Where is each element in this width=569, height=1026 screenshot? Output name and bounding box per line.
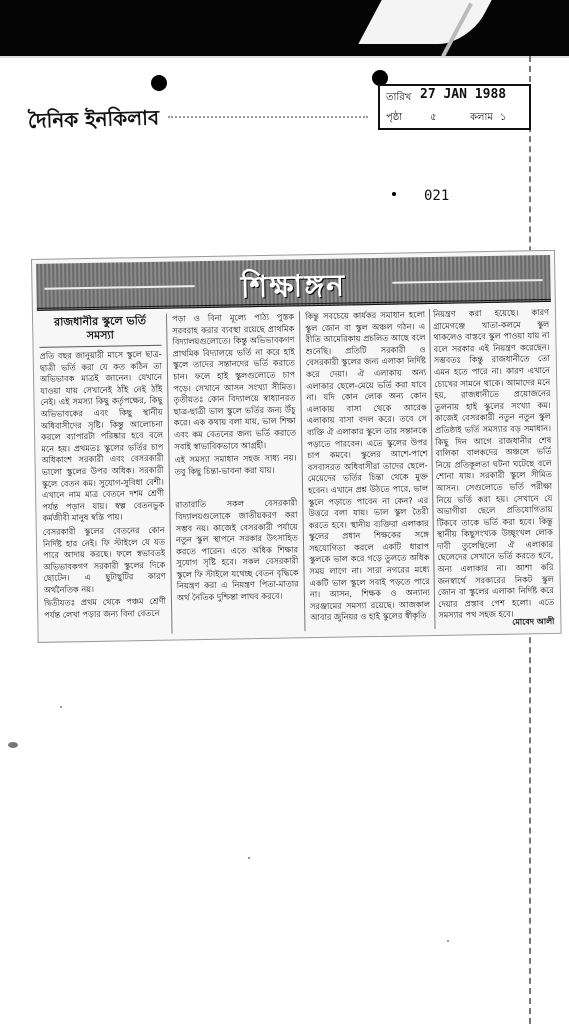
article-column-1	[39, 314, 167, 638]
scan-speck	[248, 857, 250, 859]
reference-number: 021	[424, 188, 450, 204]
article-paragraph: বেসরকারী স্কুলের বেতনের কোন নির্দিষ্ট হার নেই। ফি স্টাইলে যে যত পারে আদায় করছে। ফলে স্বভাবতই অভিভাবকগণ সরকারী স্কুলের দিকে ছোটেন। এ ছুটাছুটির কারণ অর্থনৈতিক নয়।	[42, 524, 166, 595]
article-headline: রাজধানীর স্কুলে ভর্তি সমস্যা	[39, 314, 162, 348]
article-paragraph: কিন্তু সবচেয়ে কার্যকর সমাধান হলো স্কুল জোন বা স্কুল অঞ্চল গঠন। এ রীতি আমেরিকায় প্রচলিত আছে বলে শুনেছি। প্রতিটি সরকারী ও বেসরকারী স্কুলের জন্য এলাকা নির্দিষ্ট করে দেয়া। ঐ এলাকায় অন্য এলাকার ছেলে-মেয়ে ভর্তি করা যাবে না। যদি কোন লোক অন্য কোন এলাকায় বাসা থেকে আরেক এলাকায় বাসা বদল করে। তবে সে ব্যক্তি ঐ এলাকার স্কুলে তার সন্তানকে পড়াতে পারবেন। এতে স্কুলের উপর চাপ কমবে। স্কুলের আশে-পাশে বসবাসরত অধিবাসীরা তাদের ছেলে-মেয়েদের ভর্তির চিন্তা থেকে মুক্ত হবেন। এখানে প্রশ্ন উঠতে পারে, ভাল স্কুলে পড়াতে পাবেন না কেন? এর উত্তরে বলা যায়। ভাল স্কুল তৈরী করতে হবে। স্থানীয় ব্যক্তিরা এলাকার স্কুলের প্রধান শিক্ষকের সঙ্গে সহযোগিতা করলে একটি ধারাপ স্কুলকে ভাল করে গড়ে তুলতে অধিক সময় লাগে না। সারা নগরের মধ্যে একটি ভাল স্কুলে সবাই পড়তে পারে না। আসন, শিক্ষক ও অন্যান্য সরঞ্জামের সমস্যা রয়েছে। আজকাল আবার জুনিয়র ও হাই স্কুলের স্বীকৃতি	[304, 309, 431, 623]
scan-speck	[60, 706, 62, 708]
scan-speck	[8, 742, 18, 748]
filing-stamp	[378, 84, 531, 130]
stamp-column-label: কলাম	[470, 112, 493, 123]
stamp-date-label: তারিখ	[386, 92, 412, 103]
column-divider	[299, 311, 306, 631]
section-banner	[36, 255, 551, 311]
article-paragraph: এই সমস্যা সমাধান সহজ সাধ্য নয়। তবু কিছু চিন্তা-ভাবনা করা যায়।	[174, 452, 297, 477]
newspaper-masthead: দৈনিক ইনকিলাব	[27, 105, 160, 133]
stamp-page-value: ৫	[430, 112, 437, 123]
ink-dot	[392, 192, 396, 196]
article-paragraph: পড়া ও বিনা মূল্যে পাঠ্য পুস্তক সরবরাহ করার ব্যবস্থা রয়েছে প্রাথমিক বিদ্যালয়গুলোতে। কিন্তু অভিভাবকগণ প্রাথমিক বিদ্যালয়ে ভর্তি না করে হাই স্কুলে তাদের সন্তানদের ভর্তি করাতে চান। ফলে হাই স্কুলগুলোতে চাপ পড়ে। সেখানে আসন সংখ্যা সীমিত। তৃতীয়তঃ কোন বিদ্যালয়ে স্বাধ্যানরত ছাত্র-ছাত্রী ভাল স্কুলে ভর্তির জন্য উঁচু করে। এক কথায় বলা যায়, ভাল শিক্ষা এবং কম বেতনের জন্য ভর্তি করাতে সবাই স্বাভাবিকভাবে আগ্রহী।	[171, 311, 297, 452]
stamp-page-label: পৃষ্ঠা	[386, 112, 403, 123]
scan-speck	[447, 940, 449, 942]
newspaper-clipping	[31, 250, 562, 643]
stamp-date-value: 27 JAN 1988	[420, 87, 507, 102]
article-column-2	[172, 311, 300, 635]
article-column-4	[433, 307, 555, 631]
article-paragraph: প্রতি বছর জানুয়ারী মাসে স্কুলে ছাত্র-ছাত্রী ভর্তি করা যে কত কঠিন তা অভিভাবক মাত্রই জানেন। যেখানে যাওয়া যায় সেখানেই ঠাঁই নেই ঠাঁই নেই। এই সমস্যা কিছু কর্তৃপক্ষের, কিছু অভিভাবকের এবং কিছু স্থানীয় অধিবাসীদের সৃষ্টি। কিন্তু আলোচনা করলে ব্যাপারটা পরিষ্কার হবে বলে মনে হয়। প্রথমতঃ স্কুলের ভর্তির চাপ অধিকাংশ সরকারী এবং বেসরকারী ভালো স্কুলের উপর অধিক। সরকারী স্কুলে বেতন কম। সুযোগ-সুবিধা বেশী। এখানে নাম মাত্র বেতনে দশম শ্রেণী পর্যন্ত পড়ান যায়। স্বল্প বেতনভুক কর্মজীবী মানুষ স্বস্তি পায়।	[39, 348, 165, 524]
stamp-column-value: ১	[500, 112, 507, 123]
column-gap	[175, 478, 297, 500]
article-paragraph: রাতারাতি সকল বেসরকারী বিদ্যালয়গুলোকে জাতীয়করণ করা সম্ভব নয়। কাজেই বেসরকারী পর্যায়ে নতুন স্কুল স্থাপনে সরকার উৎসাহিত করতে পারেন। এতে অধিক শিক্ষার সুযোগ সৃষ্টি হবে। সকল বেসরকারী স্কুলে ফি স্টাইলে যথেচ্ছ বেতন বৃদ্ধিকে নিয়ন্ত্রণ করা এ নিয়ন্ত্রণ পিতা-মাতার অর্থ নৈতিক দুশ্চিন্তা লাঘব করবে।	[175, 497, 299, 603]
article-byline: মোবেদ আলী	[512, 616, 555, 627]
dotted-rule	[168, 116, 368, 118]
article-column-3	[305, 309, 431, 633]
article-paragraph: দ্বিতীয়তঃ প্রথম থেকে পঞ্চম শ্রেণী পর্যন্ত লেখা পড়ার জন্য বিনা বেতনে	[43, 596, 167, 620]
article-paragraph: নিয়ন্ত্রণ করা হয়েছে। কারণ গ্রামেগঞ্জে খাতা-কলমে স্কুল থাকলেও বাস্তবে স্কুল পাওয়া যায় না বলে সরকার এই নিয়ন্ত্রণ করেছেন। সম্ভবতঃ কিন্তু রাজধানীতে তো এমন হতে পারে না। কারণ এখানে চোখের সামনে থাকে। আমাদের মনে হয়, রাজধানীতে প্রয়োজনের তুলনায় হাই স্কুলের সংখ্যা কম। কাজেই বেসরকারী নতুন নতুন স্কুল প্রতিষ্ঠাই ভর্তি সমস্যার বড় সমাধান। কিছু দিন আগে রাজধানীর শেষ বালিকা বালকদের অঞ্চলে ভর্তি নিয়ে প্রতিকূলতা ঘটনা ঘটেছে বলে শোনা যায়। সরকারী স্কুলে সীমিত আসন। সেগুলোতে ভর্তি পরীক্ষা নিয়ে ভর্তি করা হয়। সেখানে যে অভাগীরা ছেলে প্রতিযোগিতায় টিকবে তাকে ভর্তি করা হবে। কিন্তু স্থানীয় কিছুসংখ্যক উচ্ছৃংখল লোক দাবী তুলেছিলো ঐ এলাকার ছেলেদের সেখানে ভর্তি করতে হবে, অন্য এলাকার না। আশা করি জনস্বার্থে সরকারের নিকট স্কুল জোন বা স্কুলের এলাকা নির্দিষ্ট করে দেয়ার প্রস্তাব পেশ হলো। এতে সমস্যার পথ সহজ হবে।	[432, 306, 555, 621]
section-title: শিক্ষাঙ্গন	[240, 268, 347, 306]
punch-hole-left	[151, 75, 167, 91]
column-divider	[166, 314, 173, 634]
